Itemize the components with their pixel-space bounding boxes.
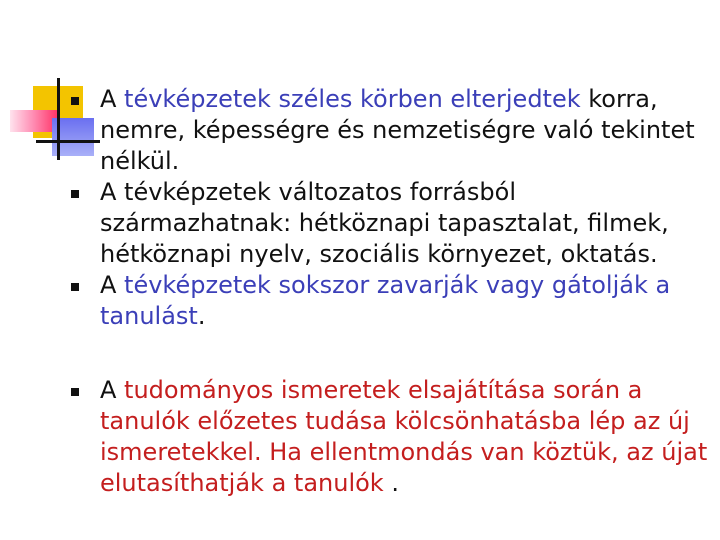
square-bullet-icon	[71, 283, 79, 291]
bullet-4-seg-3: .	[383, 469, 399, 497]
bullet-1-seg-3: korra, nemre, képességre és nemzetiségre való tekintet nélkül.	[100, 85, 695, 175]
bullet-3-seg-3: .	[197, 302, 206, 330]
bullet-list	[68, 84, 708, 499]
bullet-item	[68, 375, 708, 499]
decor-vertical-line	[57, 78, 60, 160]
square-bullet-icon	[71, 190, 79, 198]
bullet-4-seg-1: A	[100, 376, 125, 404]
square-bullet-icon	[71, 388, 79, 396]
bullet-item	[68, 177, 708, 270]
bullet-3-seg-1: A	[100, 271, 125, 299]
bullet-3-seg-2: tévképzetek sokszor zavarják vagy gátolják a tanulást	[100, 271, 671, 330]
square-bullet-icon	[71, 97, 79, 105]
bullet-4-seg-2: tudományos ismeretek elsajátítása során a tanulók előzetes tudása kölcsönhatásba lép az új ismeretekkel. Ha ellentmondás van köztük, az újat elutasíthatják a tanulók	[100, 376, 708, 497]
bullet-1-seg-1: A	[100, 85, 125, 113]
bullet-1-seg-2: tévképzetek széles körben elterjedtek	[124, 85, 581, 113]
bullet-2-seg-1: A tévképzetek változatos forrásból származhatnak: hétköznapi tapasztalat, filmek, hétköznapi nyelv, szociális környezet, oktatás.	[100, 178, 669, 268]
bullet-item	[68, 84, 708, 177]
bullet-item	[68, 270, 708, 332]
